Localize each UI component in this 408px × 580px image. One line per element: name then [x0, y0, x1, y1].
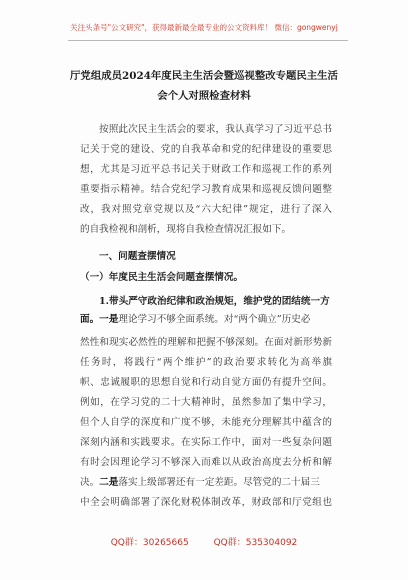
paragraph-line: 重要指示精神。结合党纪学习教育成果和巡视反馈问题整: [80, 184, 332, 195]
header-divider: [68, 40, 348, 41]
paragraph-line: 改，我对照党章党规以及“六大纪律”规定，进行了深入: [80, 204, 332, 215]
section-heading: 一、问题查摆情况: [99, 251, 176, 262]
paragraph-line: 但个人自学的深度和广度不够，未能充分理解其中蕴含的: [80, 417, 332, 428]
paragraph-line: 有时会因理论学习不够深入而难以从政治高度去分析和解: [80, 457, 332, 468]
paragraph-line: 按照此次民主生活会的要求，我认真学习了习近平总书: [99, 124, 332, 135]
document-title-line2: 会个人对照检查材料: [157, 90, 251, 102]
paragraph-line: 深刻内涵和实践要求。在实际工作中，面对一些复杂问题: [80, 437, 332, 448]
point-heading-tail: 面。一是: [80, 314, 119, 325]
paragraph-text: 决。: [80, 477, 100, 488]
paragraph-line: [80, 313, 332, 326]
paragraph-line: 帜、忠诚履职的思想自觉和行动自觉方面仍有提升空间。: [80, 377, 332, 388]
paragraph-line: 例如，在学习党的二十大精神时，虽然参加了集中学习，: [80, 397, 332, 408]
qq-group-1: QQ群：30265665: [110, 538, 189, 548]
qq-group-2: QQ群：535304092: [213, 538, 298, 548]
header-banner: 关注头条号"公文研究"，获得最新最全最专业的公文资料库！ 微信：gongwenyj: [70, 23, 338, 32]
point-heading: 1.带头严守政治纪律和政治规矩，维护党的团结统一方: [99, 296, 330, 307]
paragraph-line: 中全会明确部署了深化财税体制改革，财政部和厅党组也: [80, 497, 332, 508]
paragraph-line: 然性和现实必然性的理解和把握不够深刻。在面对新形势新: [80, 337, 332, 348]
subsection-heading: （一）年度民主生活会问题查摆情况。: [80, 272, 244, 283]
paragraph-text: 落实上级部署还有一定差距。尽管党的二十届三: [118, 477, 320, 488]
paragraph-line: [80, 476, 332, 489]
document-title-line1: 厅党组成员2024年度民主生活会暨巡视整改专题民主生活: [70, 70, 338, 82]
paragraph-line: 任务时，将践行“两个维护”的政治要求转化为高举旗: [80, 357, 332, 368]
footer-contact: [0, 535, 408, 548]
paragraph-text: 理论学习不够全面系统。对“两个确立”历史必: [118, 314, 311, 325]
paragraph-line: 记关于党的建设、党的自我革命和党的纪律建设的重要思: [80, 144, 332, 155]
paragraph-line: 想，尤其是习近平总书记关于财政工作和巡视工作的系列: [80, 164, 332, 175]
emphasis-label: 二是: [99, 477, 119, 488]
paragraph-line: 的自我检视和剖析，现将自我检查情况汇报如下。: [80, 224, 292, 235]
